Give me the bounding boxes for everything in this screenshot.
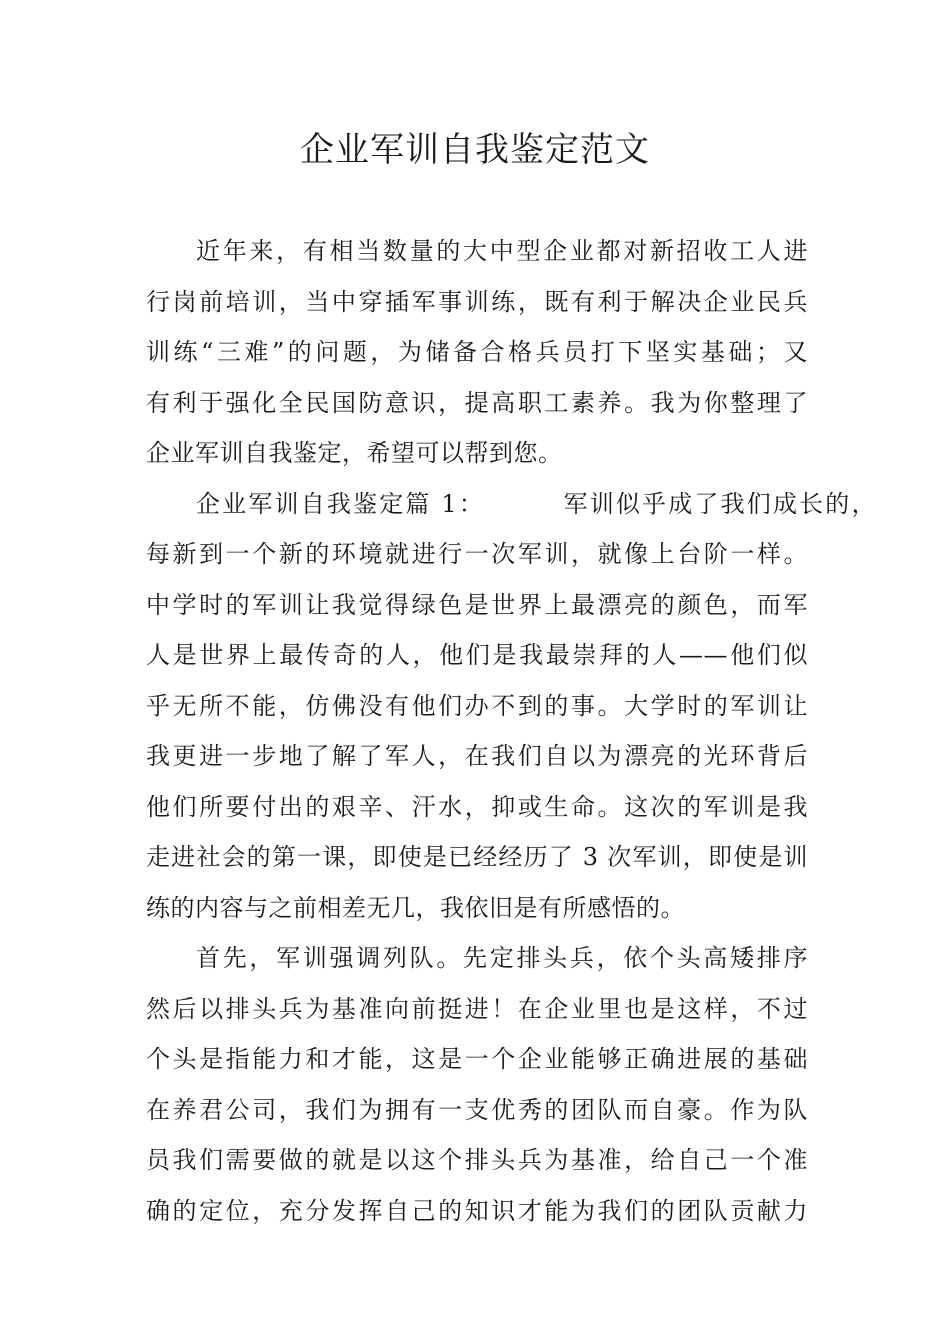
paragraph-line: 中学时的军训让我觉得绿色是世界上最漂亮的颜色，而军	[146, 590, 808, 619]
paragraph-line: 训练“三难”的问题，为储备合格兵员打下坚实基础；又	[146, 338, 808, 366]
paragraph-line: 首先，军训强调列队。先定排头兵，依个头高矮排序	[196, 944, 808, 972]
paragraph-line: 近年来，有相当数量的大中型企业都对新招收工人进	[196, 237, 808, 265]
document-title: 企业军训自我鉴定范文	[300, 130, 650, 170]
paragraph-line: 然后以排头兵为基准向前挺进！在企业里也是这样，不过	[146, 994, 808, 1023]
paragraph-line: 每新到一个新的环境就进行一次军训，就像上台阶一样。	[146, 540, 808, 568]
paragraph-line: 个头是指能力和才能，这是一个企业能够正确进展的基础	[146, 1045, 808, 1073]
paragraph-line: 走进社会的第一课，即使是已经经历了 3 次军训，即使是训	[146, 843, 808, 871]
paragraph-line: 员我们需要做的就是以这个排头兵为基准，给自己一个准	[146, 1146, 808, 1174]
paragraph-line: 在养君公司，我们为拥有一支优秀的团队而自豪。作为队	[146, 1095, 808, 1124]
paragraph-line: 确的定位，充分发挥自己的知识才能为我们的团队贡献力	[146, 1196, 808, 1225]
document-body	[146, 226, 876, 1236]
paragraph-line: 他们所要付出的艰辛、汗水，抑或生命。这次的军训是我	[146, 792, 808, 821]
paragraph-line: 练的内容与之前相差无几，我依旧是有所感悟的。	[146, 893, 685, 922]
paragraph-line: 乎无所不能，仿佛没有他们办不到的事。大学时的军训让	[146, 691, 808, 720]
paragraph-line: 我更进一步地了解了军人，在我们自以为漂亮的光环背后	[146, 742, 808, 770]
paragraph-line: 企业军训自我鉴定，希望可以帮到您。	[146, 439, 563, 467]
paragraph-line: 有利于强化全民国防意识，提高职工素养。我为你整理了	[146, 388, 808, 417]
paragraph-line: 人是世界上最传奇的人，他们是我最崇拜的人——他们似	[146, 641, 808, 669]
paragraph-line: 企业军训自我鉴定篇 1： 军训似乎成了我们成长的，	[196, 489, 876, 518]
paragraph-line: 行岗前培训，当中穿插军事训练，既有利于解决企业民兵	[146, 287, 808, 316]
